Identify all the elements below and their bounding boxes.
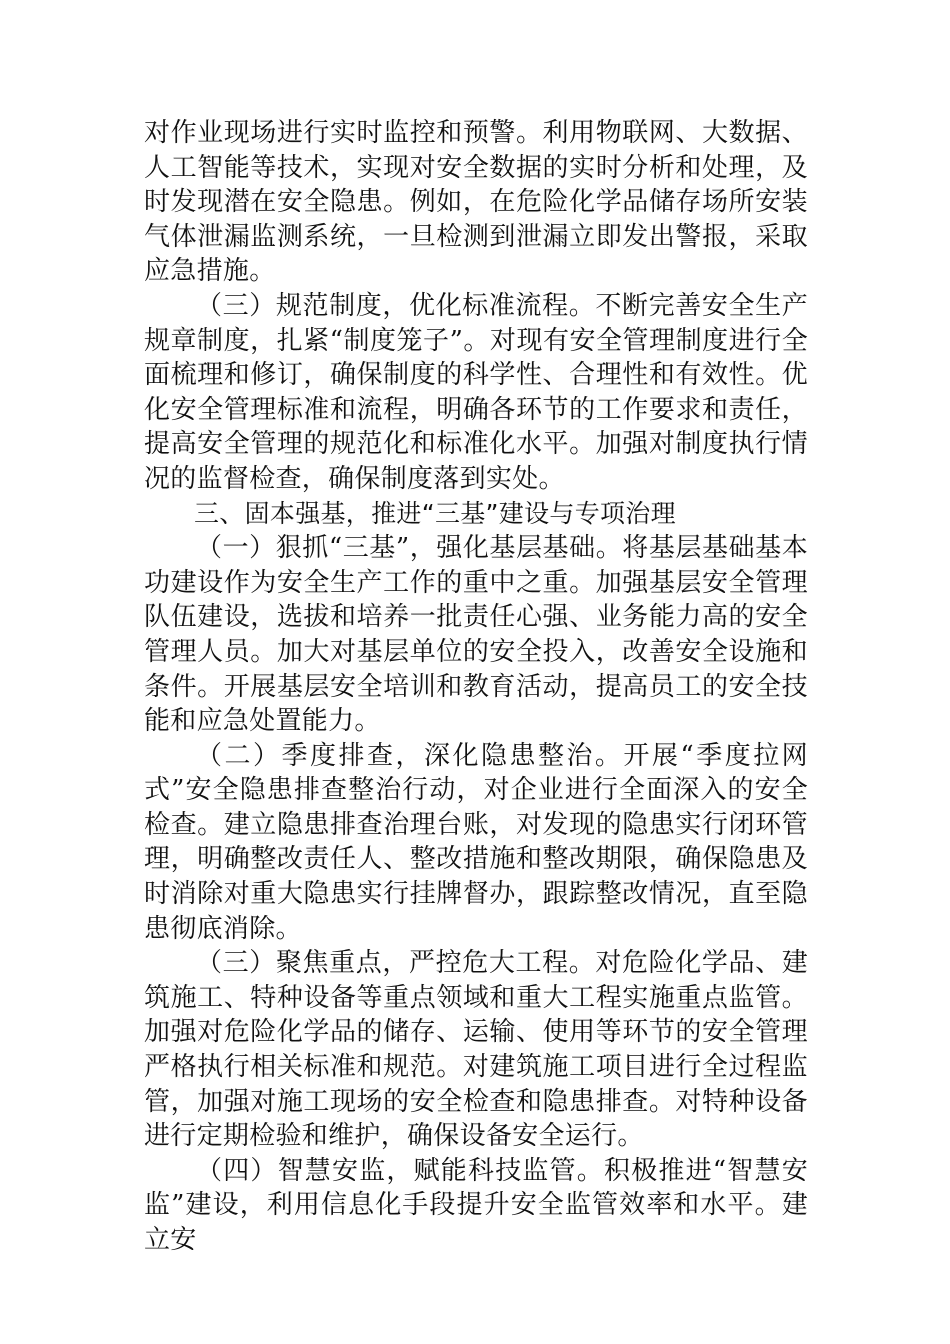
document-body (144, 116, 808, 1258)
paragraph-smart-supervision: （四）智慧安监，赋能科技监管。积极推进“智慧安监”建设，利用信息化手段提升安全监管效率和水平。建立安 (144, 1155, 808, 1255)
section-heading-three: 三、固本强基，推进“三基”建设与专项治理 (194, 498, 676, 528)
paragraph-continuation: 对作业现场进行实时监控和预警。利用物联网、大数据、人工智能等技术，实现对安全数据的实时分析和处理，及时发现潜在安全隐患。例如，在危险化学品储存场所安装气体泄漏监测系统，一旦检测到泄漏立即发出警报，采取应急措施。 (144, 118, 808, 287)
paragraph-quarterly-inspection: （二）季度排查，深化隐患整治。开展“季度拉网式”安全隐患排查整治行动，对企业进行全面深入的安全检查。建立隐患排查治理台账，对发现的隐患实行闭环管理，明确整改责任人、整改措施和整改期限，确保隐患及时消除对重大隐患实行挂牌督办，跟踪整改情况，直至隐患彻底消除。 (144, 740, 808, 944)
paragraph-three-basics: （一）狠抓“三基”，强化基层基础。将基层基础基本功建设作为安全生产工作的重中之重。加强基层安全管理队伍建设，选拔和培养一批责任心强、业务能力高的安全管理人员。加大对基层单位的安全投入，改善安全设施和条件。开展基层安全培训和教育活动，提高员工的安全技能和应急处置能力。 (144, 533, 808, 737)
paragraph-standardize-system: （三）规范制度，优化标准流程。不断完善安全生产规章制度，扎紧“制度笼子”。对现有安全管理制度进行全面梳理和修订，确保制度的科学性、合理性和有效性。优化安全管理标准和流程，明确各环节的工作要求和责任，提高安全管理的规范化和标准化水平。加强对制度执行情况的监督检查，确保制度落到实处。 (144, 290, 808, 494)
paragraph-key-projects: （三）聚焦重点，严控危大工程。对危险化学品、建筑施工、特种设备等重点领域和重大工程实施重点监管。加强对危险化学品的储存、运输、使用等环节的安全管理严格执行相关标准和规范。对建筑施工项目进行全过程监管，加强对施工现场的安全检查和隐患排查。对特种设备进行定期检验和维护，确保设备安全运行。 (144, 948, 808, 1152)
